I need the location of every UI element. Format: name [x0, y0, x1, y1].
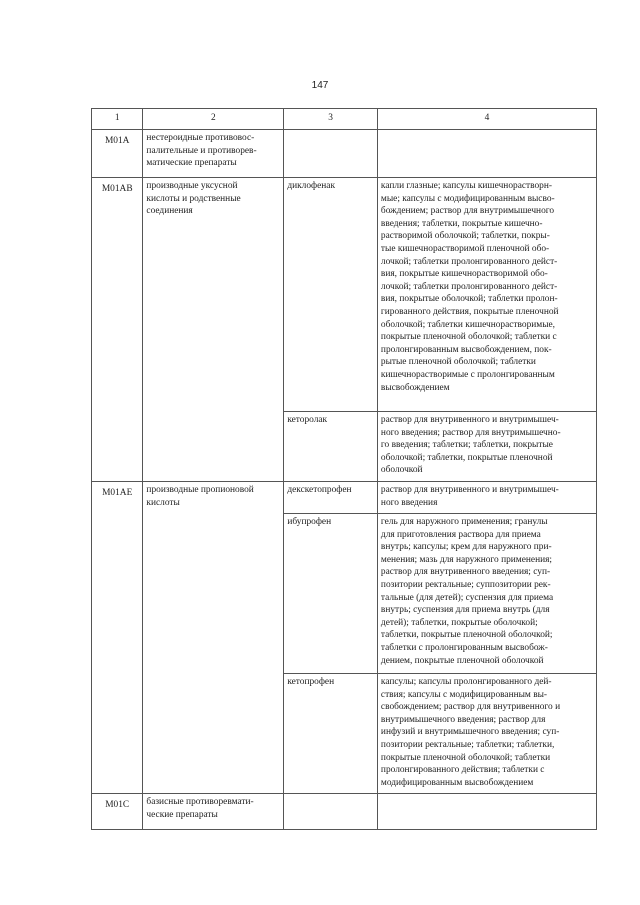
- dosage-forms: [377, 130, 596, 178]
- group-name: нестероидные противовос- палительные и противорев- матические препараты: [143, 130, 284, 178]
- column-header: 2: [143, 109, 284, 130]
- group-name: производные пропионовой кислоты: [143, 482, 284, 794]
- drug-name: декскетопрофен: [284, 482, 378, 514]
- atc-code: M01C: [92, 794, 143, 830]
- column-header: 1: [92, 109, 143, 130]
- table-row: [92, 130, 597, 178]
- column-header: 3: [284, 109, 378, 130]
- dosage-forms: гель для наружного применения; гранулы для приготовления раствора для приема внутрь; капсулы; крем для наружного при- менения; мазь для наружного применения; раствор для внутривенного введения; суп- позитории ректальные; суппозитории рек- тальные (для детей); суспензия для приема внутрь; суспензия для приема внутрь (для детей); таблетки, покрытые оболочкой; таблетки, покрытые пленочной оболочкой; таблетки с пролонгированным высвобож- дением, покрытые пленочной оболочкой: [377, 514, 596, 674]
- dosage-forms: раствор для внутривенного и внутримышеч- ного введения: [377, 482, 596, 514]
- dosage-forms: капли глазные; капсулы кишечнорастворн- мые; капсулы с модифицированным высво- бождением; раствор для внутримышечного введения; таблетки, покрытые кишечно- растворимой оболочкой; таблетки, покры- тые кишечнорастворимой пленочной обо- лочкой; таблетки пролонгированного дейст- вия, покрытые кишечнорастворимой обо- лочкой; таблетки пролонгированного дейст- вия, покрытые оболочкой; таблетки пролон- гированного действия, покрытые пленочной оболочкой; таблетки кишечнорастворимые, покрытые пленочной оболочкой; таблетки с пролонгированным высвобождением, пок- рытые пленочной оболочкой; таблетки кишечнорастворимые с пролонгированным высвобождением: [377, 178, 596, 412]
- drug-name: кетопрофен: [284, 674, 378, 794]
- dosage-forms: капсулы; капсулы пролонгированного дей- ствия; капсулы с модифицированным вы- свобождением; раствор для внутривенного и внутримышечного введения; раствор для инфузий и внутримышечного введения; суп- позитории ректальные; таблетки; таблетки, покрытые пленочной оболочкой; таблетки пролонгированного действия; таблетки с модифицированным высвобождением: [377, 674, 596, 794]
- drug-classification-table: [91, 108, 597, 830]
- drug-name: диклофенак: [284, 178, 378, 412]
- drug-name: [284, 794, 378, 830]
- drug-name: кеторолак: [284, 412, 378, 482]
- atc-code: M01A: [92, 130, 143, 178]
- page-number: 147: [311, 80, 329, 91]
- group-name: базисные противоревмати- ческие препараты: [143, 794, 284, 830]
- dosage-forms: раствор для внутривенного и внутримышеч- ного введения; раствор для внутримышечно- го введения; таблетки; таблетки, покрытые оболочкой; таблетки, покрытые пленочной оболочкой: [377, 412, 596, 482]
- table-header-row: [92, 109, 597, 130]
- column-header: 4: [377, 109, 596, 130]
- table-row: [92, 794, 597, 830]
- drug-name: ибупрофен: [284, 514, 378, 674]
- group-name: производные уксусной кислоты и родственные соединения: [143, 178, 284, 482]
- table-row: [92, 482, 597, 514]
- table-row: [92, 178, 597, 412]
- dosage-forms: [377, 794, 596, 830]
- atc-code: M01AB: [92, 178, 143, 482]
- atc-code: M01AE: [92, 482, 143, 794]
- drug-name: [284, 130, 378, 178]
